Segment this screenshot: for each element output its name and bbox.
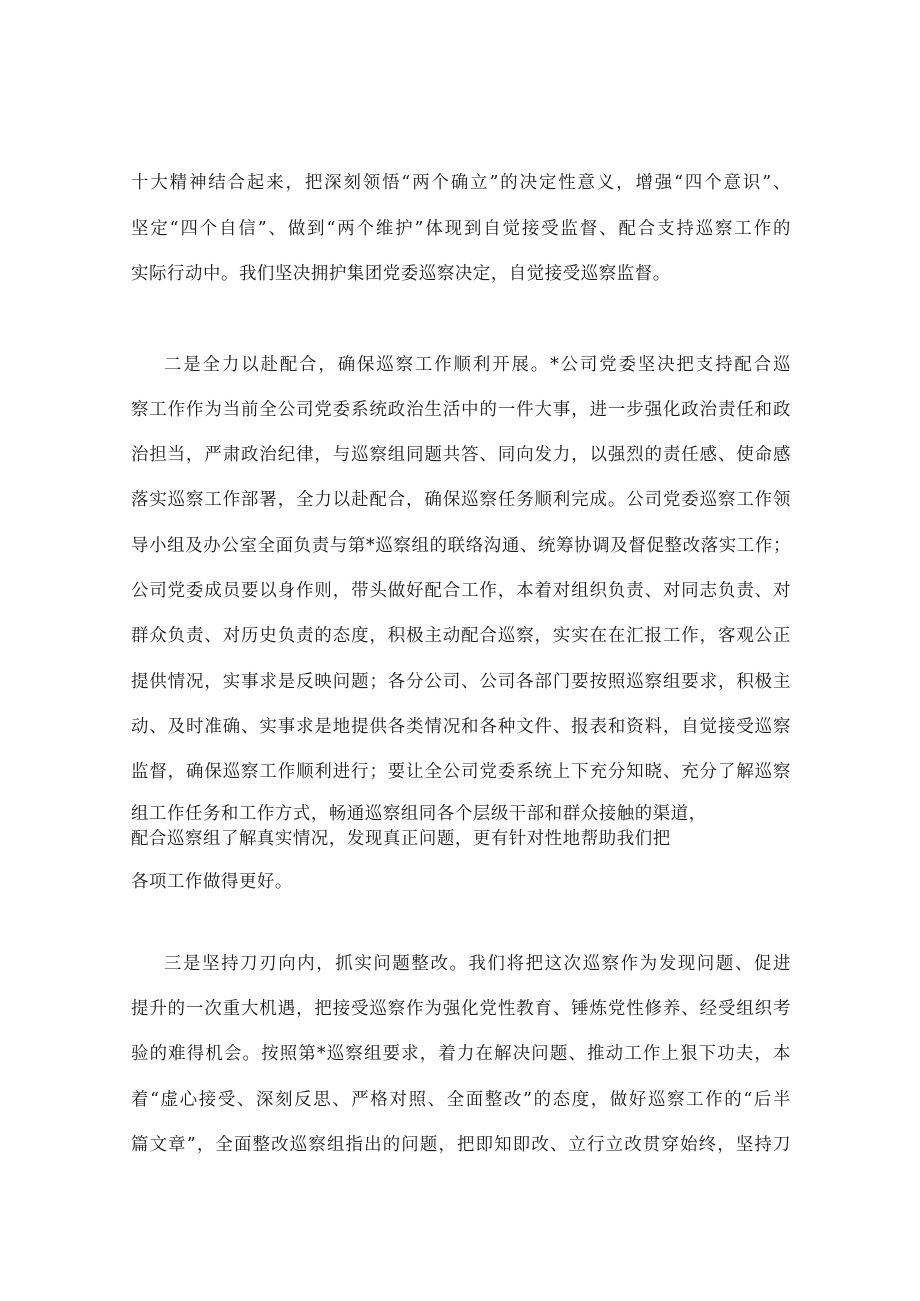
paragraph-2-line-5: 导小组及办公室全面负责与第*巡察组的联络沟通、统筹协调及督促整改落实工作； (131, 536, 791, 556)
paragraph-2-line-3: 治担当，严肃政治纪律，与巡察组同题共答、同向发力，以强烈的责任感、使命感 (131, 445, 791, 465)
paragraph-2-line-8: 提供情况，实事求是反映问题；各分公司、公司各部门要按照巡察组要求，积极主 (131, 672, 791, 692)
paragraph-3-line-2: 提升的一次重大机遇，把接受巡察作为强化党性教育、锤炼党性修养、经受组织考 (131, 999, 791, 1019)
paragraph-2-line-2: 察工作作为当前全公司党委系统政治生活中的一件大事，进一步强化政治责任和政 (131, 400, 791, 420)
paragraph-2-line-13: 各项工作做得更好。 (131, 872, 293, 892)
paragraph-3-line-4: 着“虚心接受、深刻反思、严格对照、全面整改”的态度，做好巡察工作的“后半 (131, 1090, 791, 1110)
paragraph-3-line-1: 三是坚持刀刃向内，抓实问题整改。我们将把这次巡察作为发现问题、促进 (164, 954, 791, 974)
paragraph-1-line-1: 十大精神结合起来，把深刻领悟“两个确立”的决定性意义，增强“四个意识”、 (131, 173, 791, 193)
paragraph-2-line-6: 公司党委成员要以身作则，带头做好配合工作，本着对组织负责、对同志负责、对 (131, 581, 791, 601)
paragraph-2-line-11: 组工作任务和工作方式，畅通巡察组同各个层级干部和群众接触的渠道， (131, 804, 707, 824)
paragraph-2-line-10: 监督，确保巡察工作顺利进行；要让全公司党委系统上下充分知晓、充分了解巡察 (131, 762, 791, 782)
paragraph-2-line-12: 配合巡察组了解真实情况，发现真正问题，更有针对性地帮助我们把 (131, 829, 671, 849)
paragraph-2-line-7: 群众负责、对历史负责的态度，积极主动配合巡察，实实在在汇报工作，客观公正 (131, 626, 791, 646)
paragraph-3-line-3: 验的难得机会。按照第*巡察组要求，着力在解决问题、推动工作上狠下功夫，本 (131, 1044, 791, 1064)
paragraph-2-line-1: 二是全力以赴配合，确保巡察工作顺利开展。*公司党委坚决把支持配合巡 (164, 355, 791, 375)
paragraph-2-line-9: 动、及时准确、实事求是地提供各类情况和各种文件、报表和资料，自觉接受巡察 (131, 717, 791, 737)
paragraph-2-line-4: 落实巡察工作部署，全力以赴配合，确保巡察任务顺利完成。公司党委巡察工作领 (131, 490, 791, 510)
paragraph-1-line-3: 实际行动中。我们坚决拥护集团党委巡察决定，自觉接受巡察监督。 (131, 264, 671, 284)
paragraph-1-line-2: 坚定“四个自信”、做到“两个维护”体现到自觉接受监督、配合支持巡察工作的 (131, 219, 791, 239)
paragraph-3-line-5: 篇文章”，全面整改巡察组指出的问题，把即知即改、立行立改贯穿始终，坚持刀 (131, 1135, 791, 1155)
